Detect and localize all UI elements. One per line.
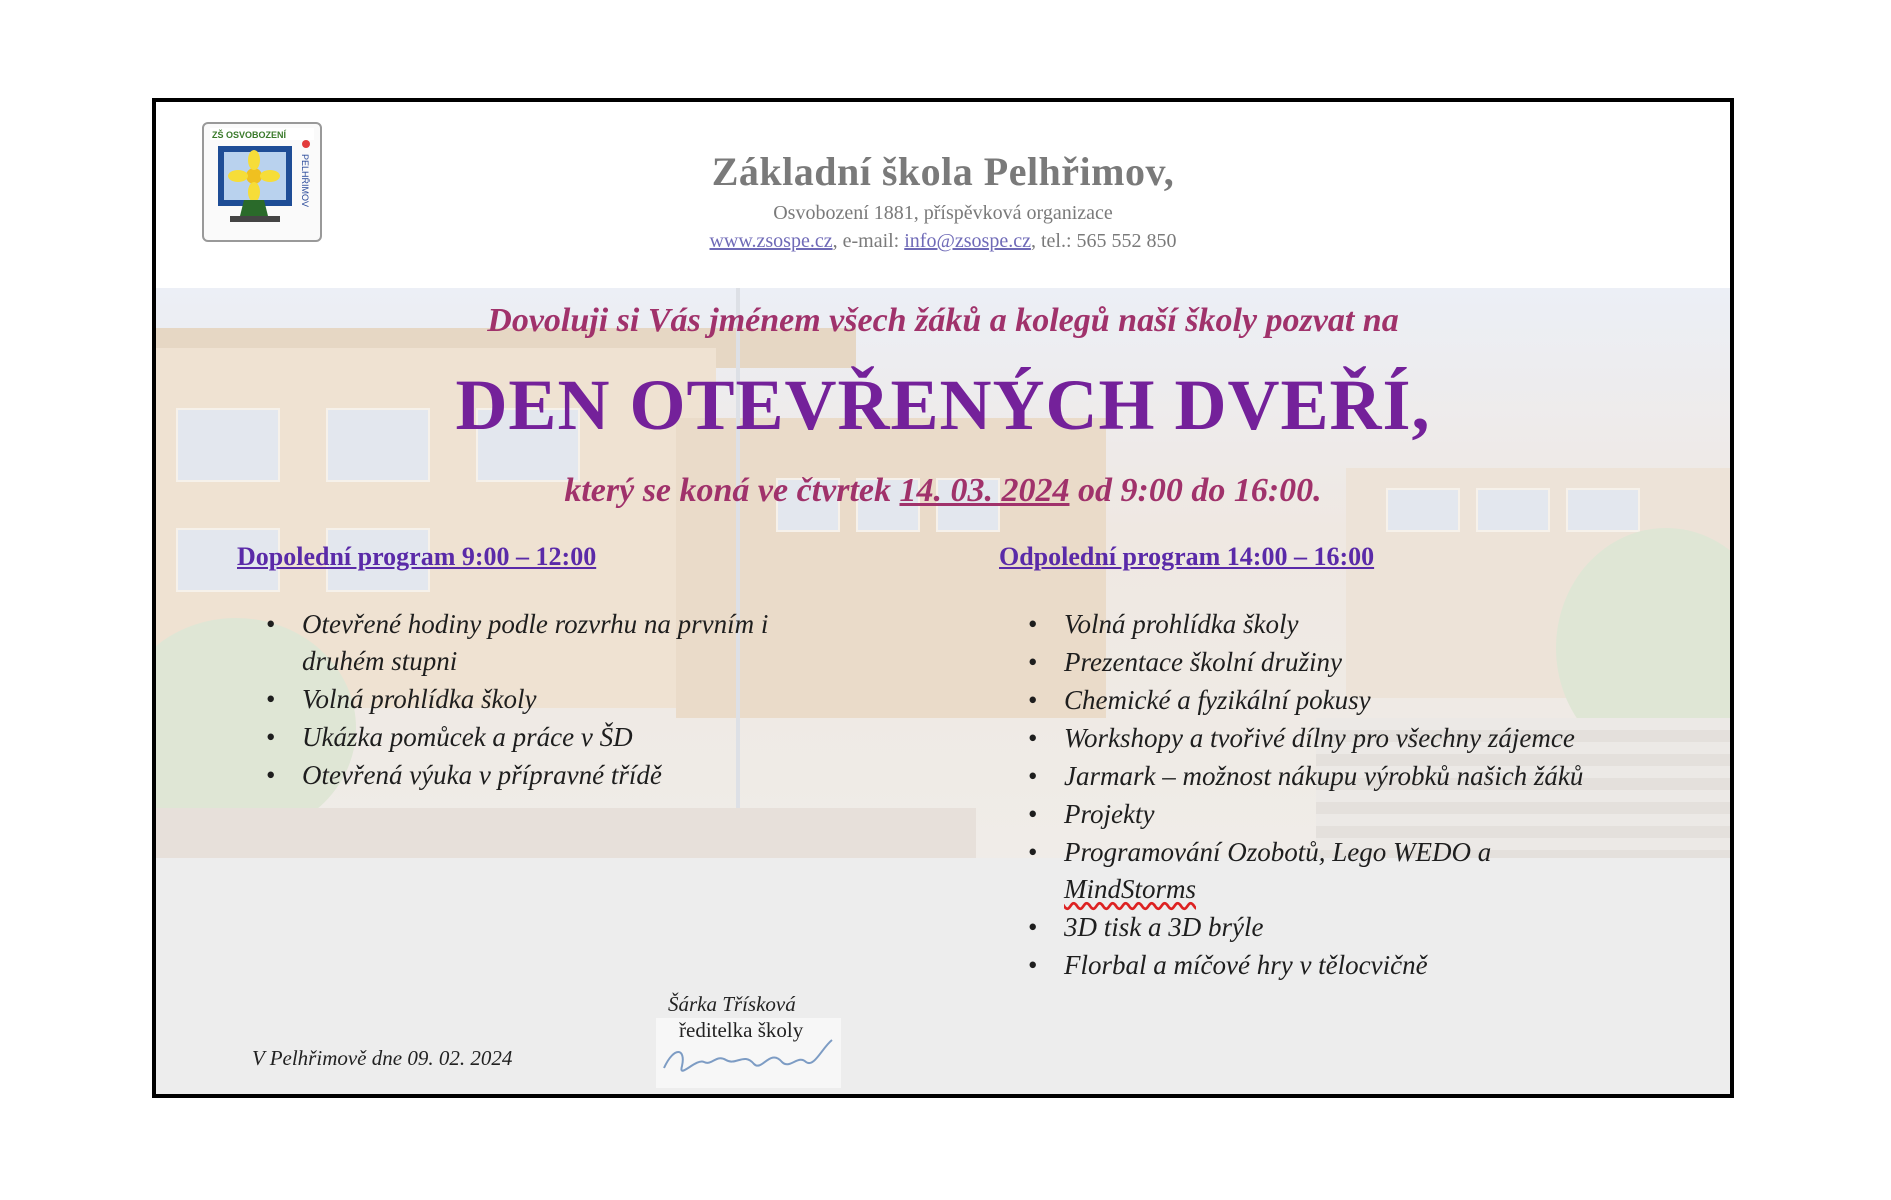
list-item: • Jarmark – možnost nákupu výrobků našich žáků [1028,758,1588,795]
list-item: • Prezentace školní družiny [1028,644,1588,681]
list-item: • Otevřená výuka v přípravné třídě [266,757,826,794]
afternoon-program-heading: Odpolední program 14:00 – 16:00 [999,542,1375,571]
school-contact [156,230,1730,253]
signer-name: Šárka Třísková [668,992,796,1016]
list-item: • Projekty [1028,796,1588,833]
email-link[interactable]: info@zsospe.cz [904,230,1031,252]
event-date-line [156,472,1730,510]
place-and-date: V Pelhřimově dne 09. 02. 2024 [252,1046,513,1070]
list-item: • Ukázka pomůcek a práce v ŠD [266,719,826,756]
morning-program-heading: Dopolední program 9:00 – 12:00 [237,542,597,571]
school-name: Základní škola Pelhřimov, [711,149,1175,194]
svg-text:ZŠ OSVOBOZENÍ: ZŠ OSVOBOZENÍ [212,130,287,140]
afternoon-program-list [1028,606,1588,985]
website-link[interactable]: www.zsospe.cz [709,230,833,252]
list-item: • Volná prohlídka školy [266,681,826,718]
morning-program-list [266,606,826,795]
programming-item-text: Programování Ozobotů, Lego WEDO a [1064,837,1492,867]
signer-role: ředitelka školy [679,1018,804,1042]
mindstorms-text: MindStorms [1064,874,1197,904]
svg-text:PELHŘIMOV: PELHŘIMOV [300,154,310,208]
date-suffix: od 9:00 do 16:00. [1069,472,1322,509]
invitation-document [152,98,1734,1098]
list-item: • Chemické a fyzikální pokusy [1028,682,1588,719]
list-item: • Otevřené hodiny podle rozvrhu na prvním i druhém stupni [266,606,826,680]
list-item [1028,834,1588,908]
list-item: • 3D tisk a 3D brýle [1028,909,1588,946]
list-item: • Florbal a míčové hry v tělocvičně [1028,947,1588,984]
email-label: , e-mail: [832,230,905,252]
phone-text: , tel.: 565 552 850 [1030,230,1177,252]
event-title: DEN OTEVŘENÝCH DVEŘÍ, [455,365,1431,445]
date-prefix: který se koná ve čtvrtek [564,472,900,509]
invitation-line: Dovoluji si Vás jménem všech žáků a kolegů naší školy pozvat na [487,302,1399,339]
list-item: • Volná prohlídka školy [1028,606,1588,643]
list-item: • Workshopy a tvořivé dílny pro všechny zájemce [1028,720,1588,757]
school-subtitle: Osvobození 1881, příspěvková organizace [773,202,1113,224]
event-date: 14. 03. 2024 [899,472,1070,509]
